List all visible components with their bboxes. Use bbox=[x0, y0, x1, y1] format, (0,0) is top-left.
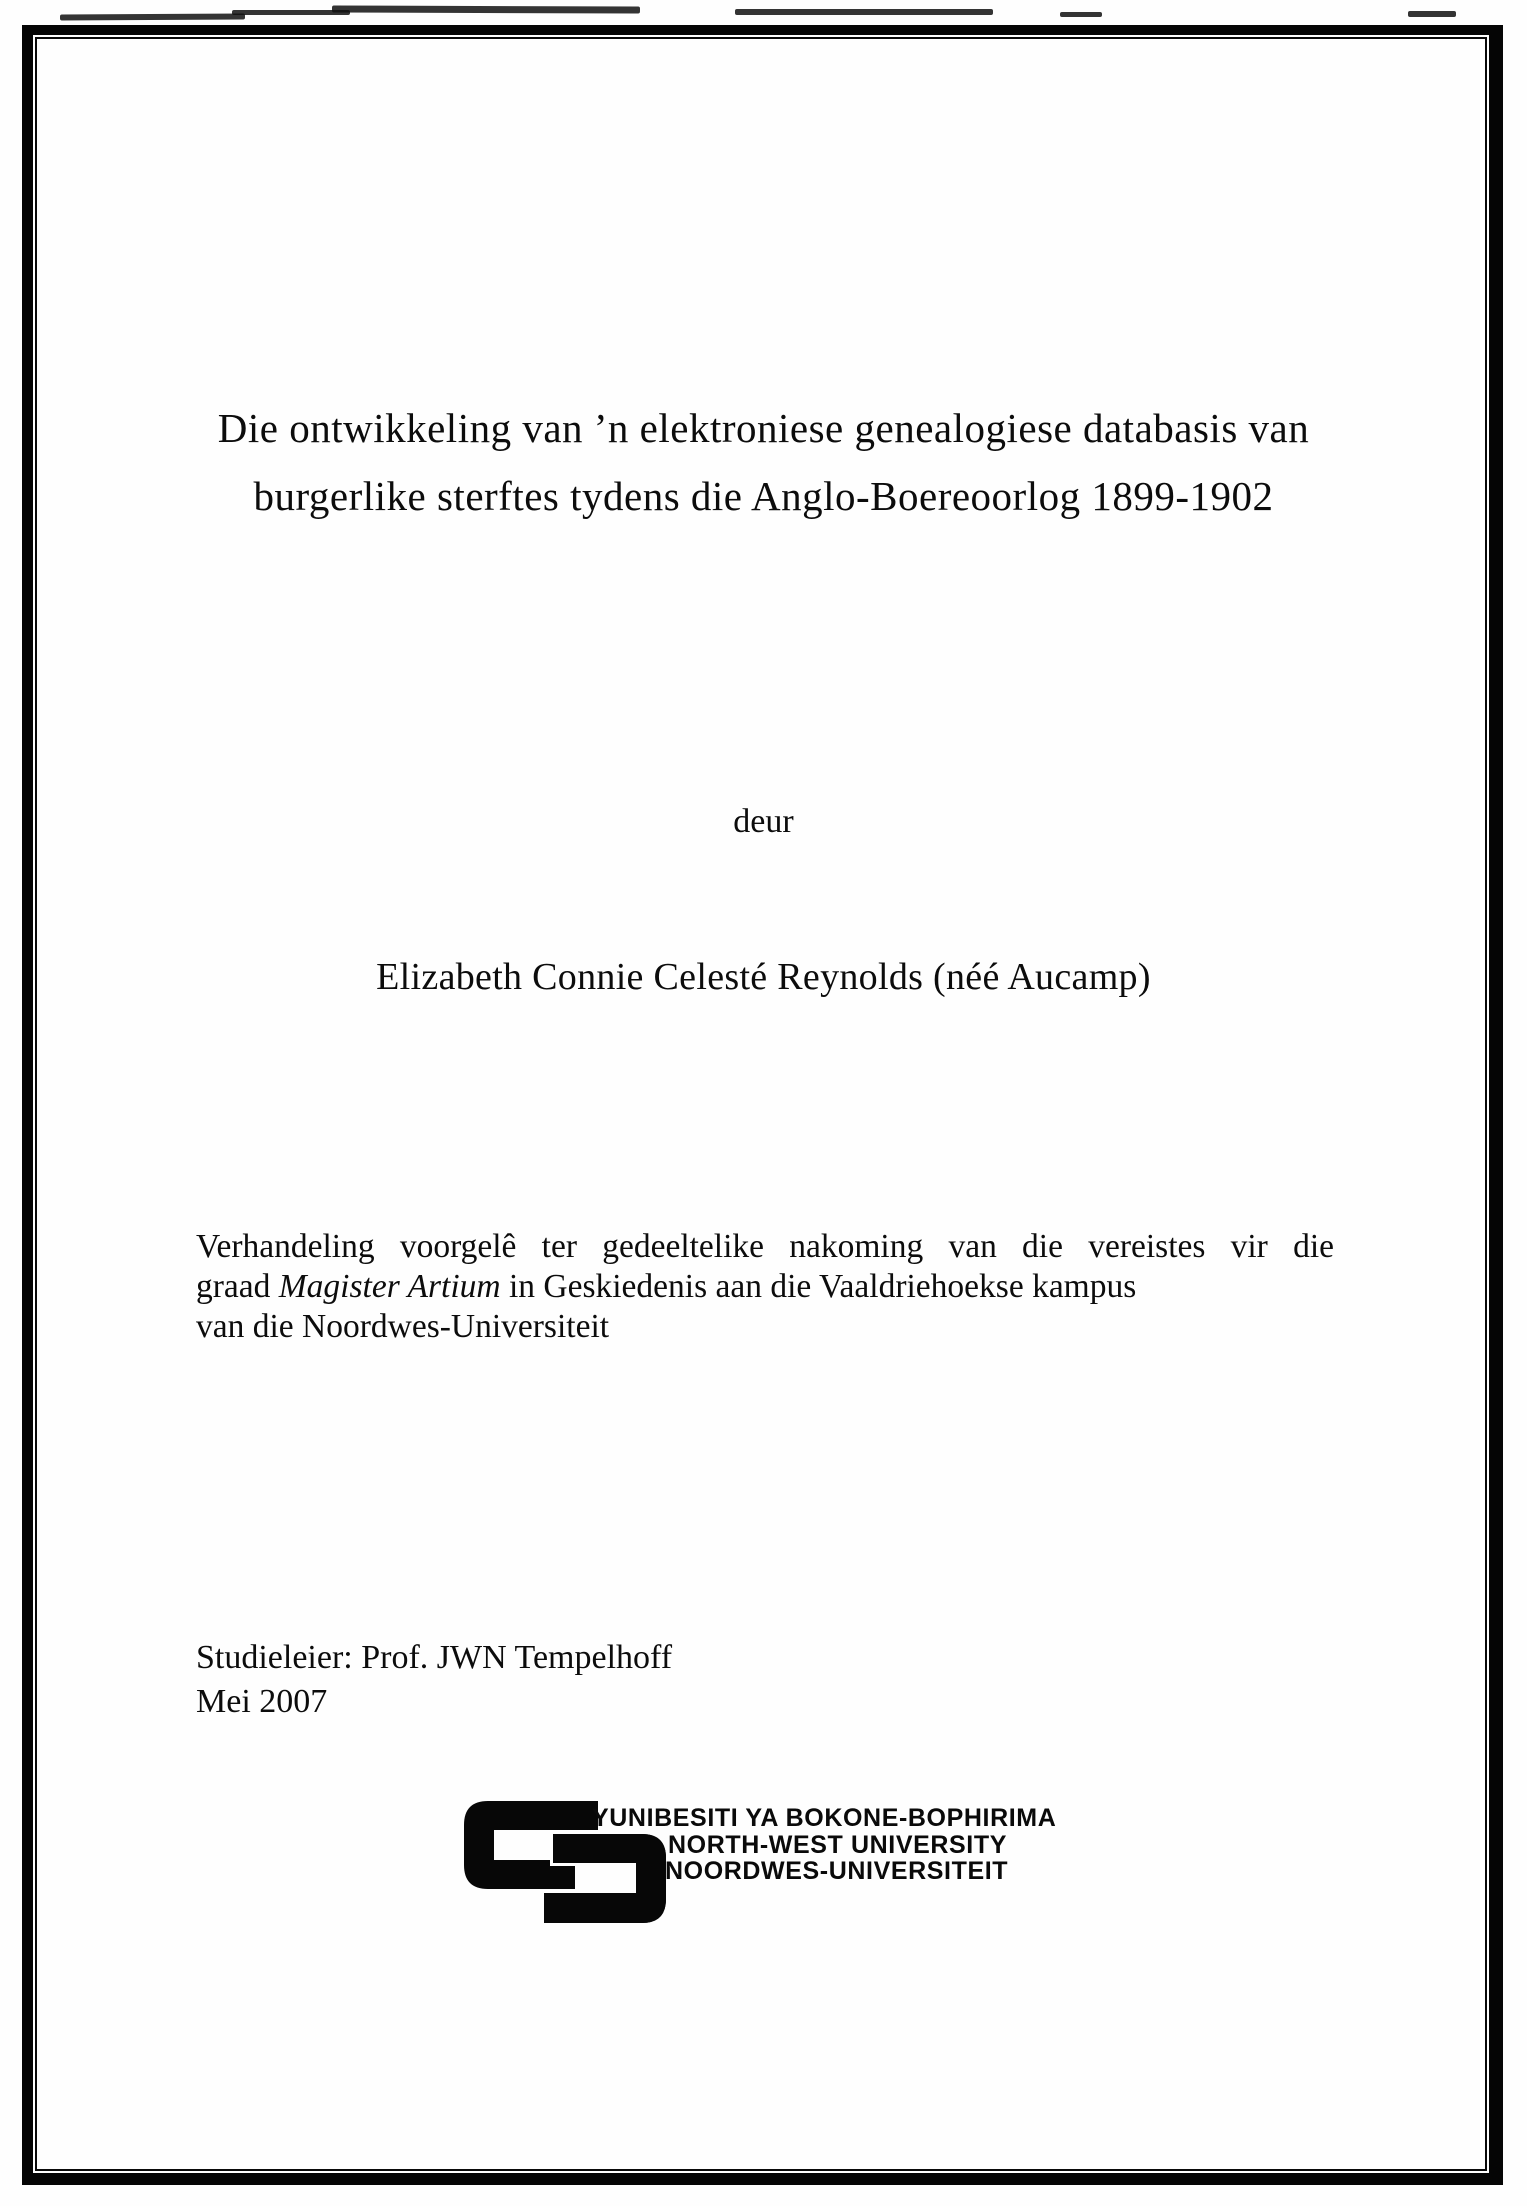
supervisor-block bbox=[196, 1636, 672, 1724]
degree-name-italic: Magister Artium bbox=[278, 1268, 501, 1305]
supervisor-line: Studieleier: Prof. JWN Tempelhoff bbox=[196, 1639, 673, 1676]
degree-statement-line-3: van die Noordwes-Universiteit bbox=[196, 1308, 610, 1345]
author-name: Elizabeth Connie Celesté Reynolds (néé Aucamp) bbox=[376, 956, 1151, 998]
scan-artifact bbox=[332, 5, 640, 13]
scan-artifact bbox=[60, 14, 245, 21]
logo-text-afrikaans: NOORDWES-UNIVERSITEIT bbox=[665, 1857, 1009, 1885]
byline-label: deur bbox=[733, 803, 794, 840]
degree-statement-line-2 bbox=[196, 1267, 1334, 1307]
title-line-1: Die ontwikkeling van ’n elektroniese genealogiese databasis van bbox=[217, 405, 1310, 451]
title-line-2: burgerlike sterftes tydens die Anglo-Boereoorlog 1899-1902 bbox=[253, 473, 1274, 519]
degree-statement-line-2-pre: graad bbox=[196, 1268, 279, 1305]
degree-statement-line-1: Verhandeling voorgelê ter gedeeltelike nakoming van die vereistes vir die bbox=[196, 1228, 1334, 1265]
scan-artifact bbox=[735, 9, 993, 15]
scan-artifact bbox=[1408, 11, 1456, 17]
logo-text-setswana: YUNIBESITI YA BOKONE-BOPHIRIMA bbox=[592, 1804, 1057, 1832]
date-line: Mei 2007 bbox=[196, 1683, 328, 1720]
degree-statement-line-2-post: in Geskiedenis aan die Vaaldriehoekse kampus bbox=[500, 1268, 1137, 1305]
scan-artifact bbox=[1060, 12, 1102, 17]
logo-text-english: NORTH-WEST UNIVERSITY bbox=[668, 1831, 1007, 1859]
degree-statement bbox=[196, 1227, 1334, 1347]
